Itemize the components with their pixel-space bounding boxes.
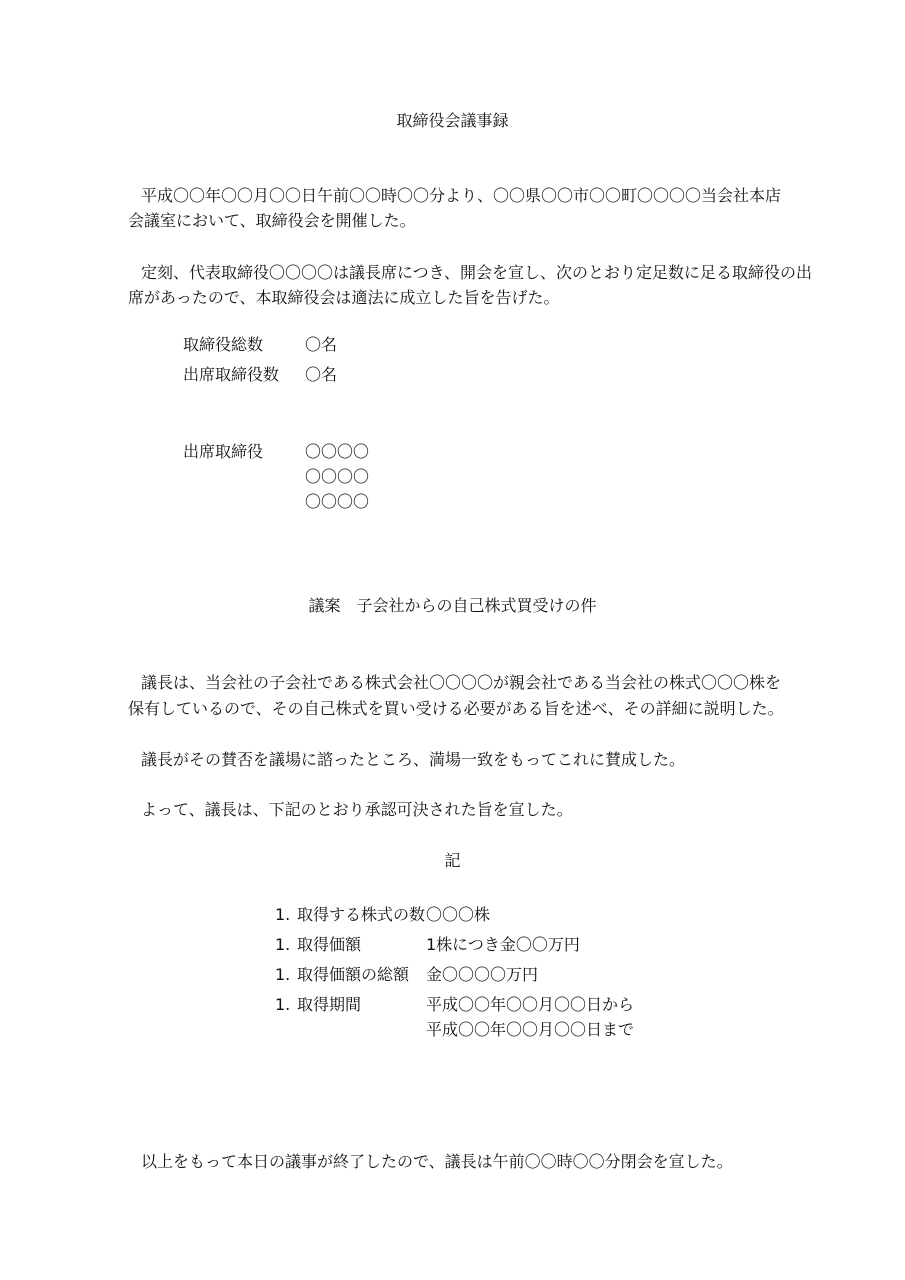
quorum-line-2: 席があったので、本取締役会は適法に成立した旨を告げた。	[128, 288, 560, 307]
opening-line-1: 平成〇〇年〇〇月〇〇日午前〇〇時〇〇分より、〇〇県〇〇市〇〇町〇〇〇〇当会社本店	[141, 186, 782, 205]
item-value: 1株につき金〇〇万円	[426, 935, 580, 954]
item-label: 取得期間	[297, 995, 362, 1014]
item-label: 取得価額	[297, 935, 362, 954]
item-number: 1.	[275, 995, 291, 1014]
document-title: 取締役会議事録	[396, 111, 509, 130]
item-label: 取得価額の総額	[297, 965, 410, 984]
ki-heading: 記	[444, 851, 461, 870]
director-name: 〇〇〇〇	[305, 492, 370, 511]
item-value: 金〇〇〇〇万円	[426, 965, 539, 984]
present-directors-label: 出席取締役数	[183, 365, 280, 384]
item-number: 1.	[275, 905, 291, 924]
present-directors-heading: 出席取締役	[183, 442, 264, 461]
approval-paragraph: よって、議長は、下記のとおり承認可決された旨を宣した。	[141, 800, 573, 819]
item-value-continued: 平成〇〇年〇〇月〇〇日まで	[426, 1020, 635, 1039]
item-number: 1.	[275, 965, 291, 984]
closing-paragraph: 以上をもって本日の議事が終了したので、議長は午前〇〇時〇〇分閉会を宣した。	[141, 1152, 733, 1171]
total-directors-label: 取締役総数	[183, 335, 264, 354]
opening-line-2: 会議室において、取締役会を開催した。	[128, 211, 416, 230]
quorum-line-1: 定刻、代表取締役〇〇〇〇は議長席につき、開会を宣し、次のとおり定足数に足る取締役の出	[141, 263, 813, 282]
director-name: 〇〇〇〇	[305, 442, 370, 461]
director-name: 〇〇〇〇	[305, 467, 370, 486]
vote-paragraph: 議長がその賛否を議場に諮ったところ、満場一致をもってこれに賛成した。	[141, 750, 686, 769]
present-directors-value: 〇名	[305, 365, 338, 384]
item-value: 〇〇〇株	[426, 905, 491, 924]
item-label: 取得する株式の数	[297, 905, 426, 924]
agenda-title: 議案 子会社からの自己株式買受けの件	[308, 596, 597, 615]
item-number: 1.	[275, 935, 291, 954]
total-directors-value: 〇名	[305, 335, 338, 354]
explanation-line-1: 議長は、当会社の子会社である株式会社〇〇〇〇が親会社である当会社の株式〇〇〇株を	[141, 673, 782, 692]
item-value: 平成〇〇年〇〇月〇〇日から	[426, 995, 635, 1014]
explanation-line-2: 保有しているので、その自己株式を買い受ける必要がある旨を述べ、その詳細に説明した。	[128, 699, 784, 718]
